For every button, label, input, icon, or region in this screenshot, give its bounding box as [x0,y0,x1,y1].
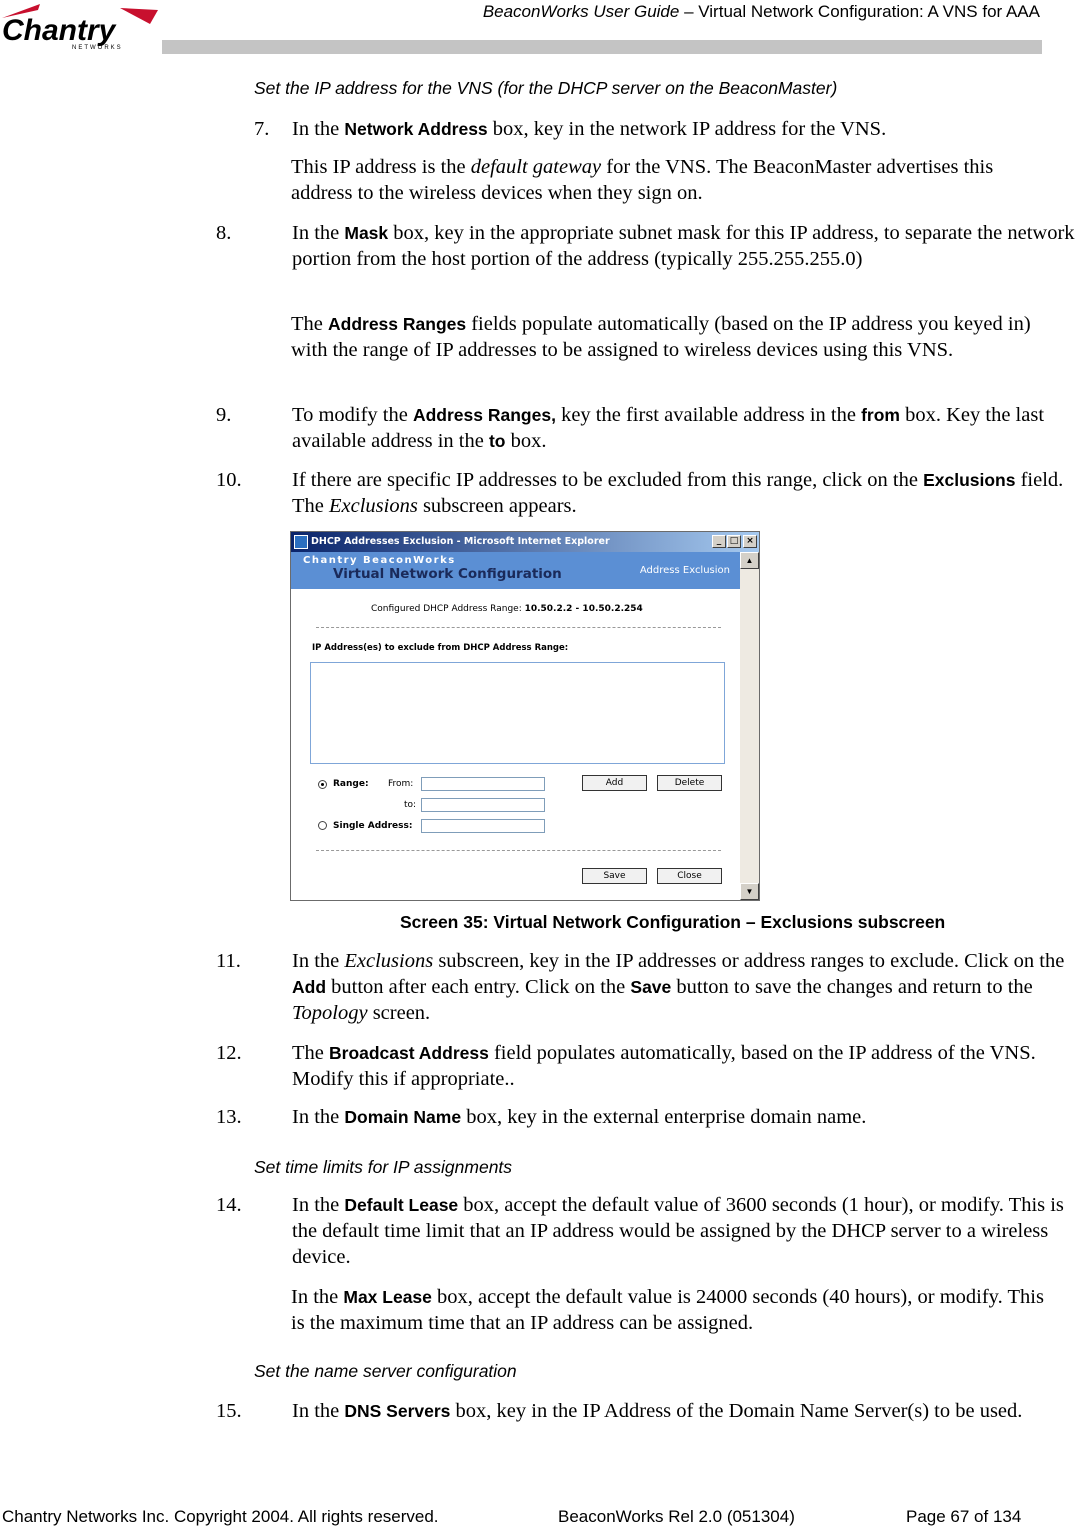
step-8: 8. In the Mask box, key in the appropriate subnet mask for this IP address, to separate the network portion from the host portion of the address (typically 255.255.255.0) [216,222,1075,270]
step-9: 9. To modify the Address Ranges, key the first available address in the from box. Key the last available address in the to box. [216,404,1045,452]
single-address-input[interactable] [421,819,545,833]
step-11: 11. In the Exclusions subscreen, key in the IP addresses or address ranges to exclude. Click on the Add button after each entry. Click on the Save button to save the changes and return to the Topology screen. [216,950,1065,1024]
step-14-para: In the Max Lease box, accept the default value is 24000 seconds (40 hours), or modify. This is the maximum time that an IP address can be assigned. [291,1286,1044,1334]
footer-copyright: Chantry Networks Inc. Copyright 2004. All rights reserved. [2,1507,439,1526]
section-heading-ip: Set the IP address for the VNS (for the DHCP server on the BeaconMaster) [254,78,838,98]
header-rule [162,40,1042,54]
chantry-logo [0,0,160,52]
step-15: 15. In the DNS Servers box, key in the IP Address of the Domain Name Server(s) to be used. [216,1400,1023,1422]
from-input[interactable] [421,777,545,791]
section-heading-dns: Set the name server configuration [254,1361,517,1381]
screen-caption: Screen 35: Virtual Network Configuration – Exclusions subscreen [400,912,946,932]
brand-name: Chantry BeaconWorks [303,555,456,566]
exclusion-window [290,531,760,901]
range-radio[interactable] [318,780,327,789]
range-radio-label: Range: [333,779,369,789]
app-banner [291,552,740,589]
scrollbar[interactable] [740,552,759,900]
step-8-para: The Address Ranges fields populate automatically (based on the IP address you keyed in) with the range of IP addresses to be assigned to wireless devices using this VNS. [291,313,1031,361]
logo-subtext: NETWORKS [72,45,123,51]
close-icon[interactable]: × [743,535,757,548]
scroll-down-icon[interactable]: ▼ [740,883,759,900]
to-label: to: [404,800,417,810]
save-button[interactable]: Save [582,868,647,884]
single-address-radio[interactable] [318,821,327,830]
configured-range: Configured DHCP Address Range: 10.50.2.2 - 10.50.2.254 [371,604,643,614]
add-button[interactable]: Add [582,775,647,791]
section-heading-time: Set time limits for IP assignments [254,1157,513,1177]
step-7: 7. In the Network Address box, key in the network IP address for the VNS. [254,118,887,140]
close-button[interactable]: Close [657,868,722,884]
to-input[interactable] [421,798,545,812]
divider [316,627,721,628]
single-address-label: Single Address: [333,821,413,831]
logo-text: Chantry [2,14,116,47]
scroll-up-icon[interactable]: ▲ [740,552,759,569]
step-7-para: This IP address is the default gateway for the VNS. The BeaconMaster advertises this address to the wireless devices when they sign on. [291,156,994,204]
maximize-icon[interactable]: □ [727,535,741,548]
footer-release: BeaconWorks Rel 2.0 (051304) [558,1507,795,1526]
window-title: DHCP Addresses Exclusion - Microsoft Internet Explorer [311,536,610,547]
step-14: 14. In the Default Lease box, accept the default value of 3600 seconds (1 hour), or modify. This is the default time limit that an IP address would be assigned by the DHCP server to a wireless device. [216,1194,1064,1268]
section-label: Address Exclusion [639,565,730,576]
app-heading: Virtual Network Configuration [333,566,562,582]
minimize-icon[interactable]: _ [712,535,726,548]
divider [316,850,721,851]
exclusion-list[interactable] [310,662,725,764]
step-13: 13. In the Domain Name box, key in the external enterprise domain name. [216,1106,867,1128]
ie-icon [294,535,308,549]
step-10: 10. If there are specific IP addresses to be excluded from this range, click on the Exclusions field. The Exclusions subscreen appears. [216,469,1064,517]
exclude-label: IP Address(es) to exclude from DHCP Address Range: [312,643,569,653]
delete-button[interactable]: Delete [657,775,722,791]
step-12: 12. The Broadcast Address field populates automatically, based on the IP address of the VNS. Modify this if appropriate.. [216,1042,1036,1090]
header-title: BeaconWorks User Guide – Virtual Network Configuration: A VNS for AAA [482,2,1040,21]
from-label: From: [388,779,414,789]
window-titlebar [291,532,759,552]
footer-page: Page 67 of 134 [906,1507,1022,1526]
